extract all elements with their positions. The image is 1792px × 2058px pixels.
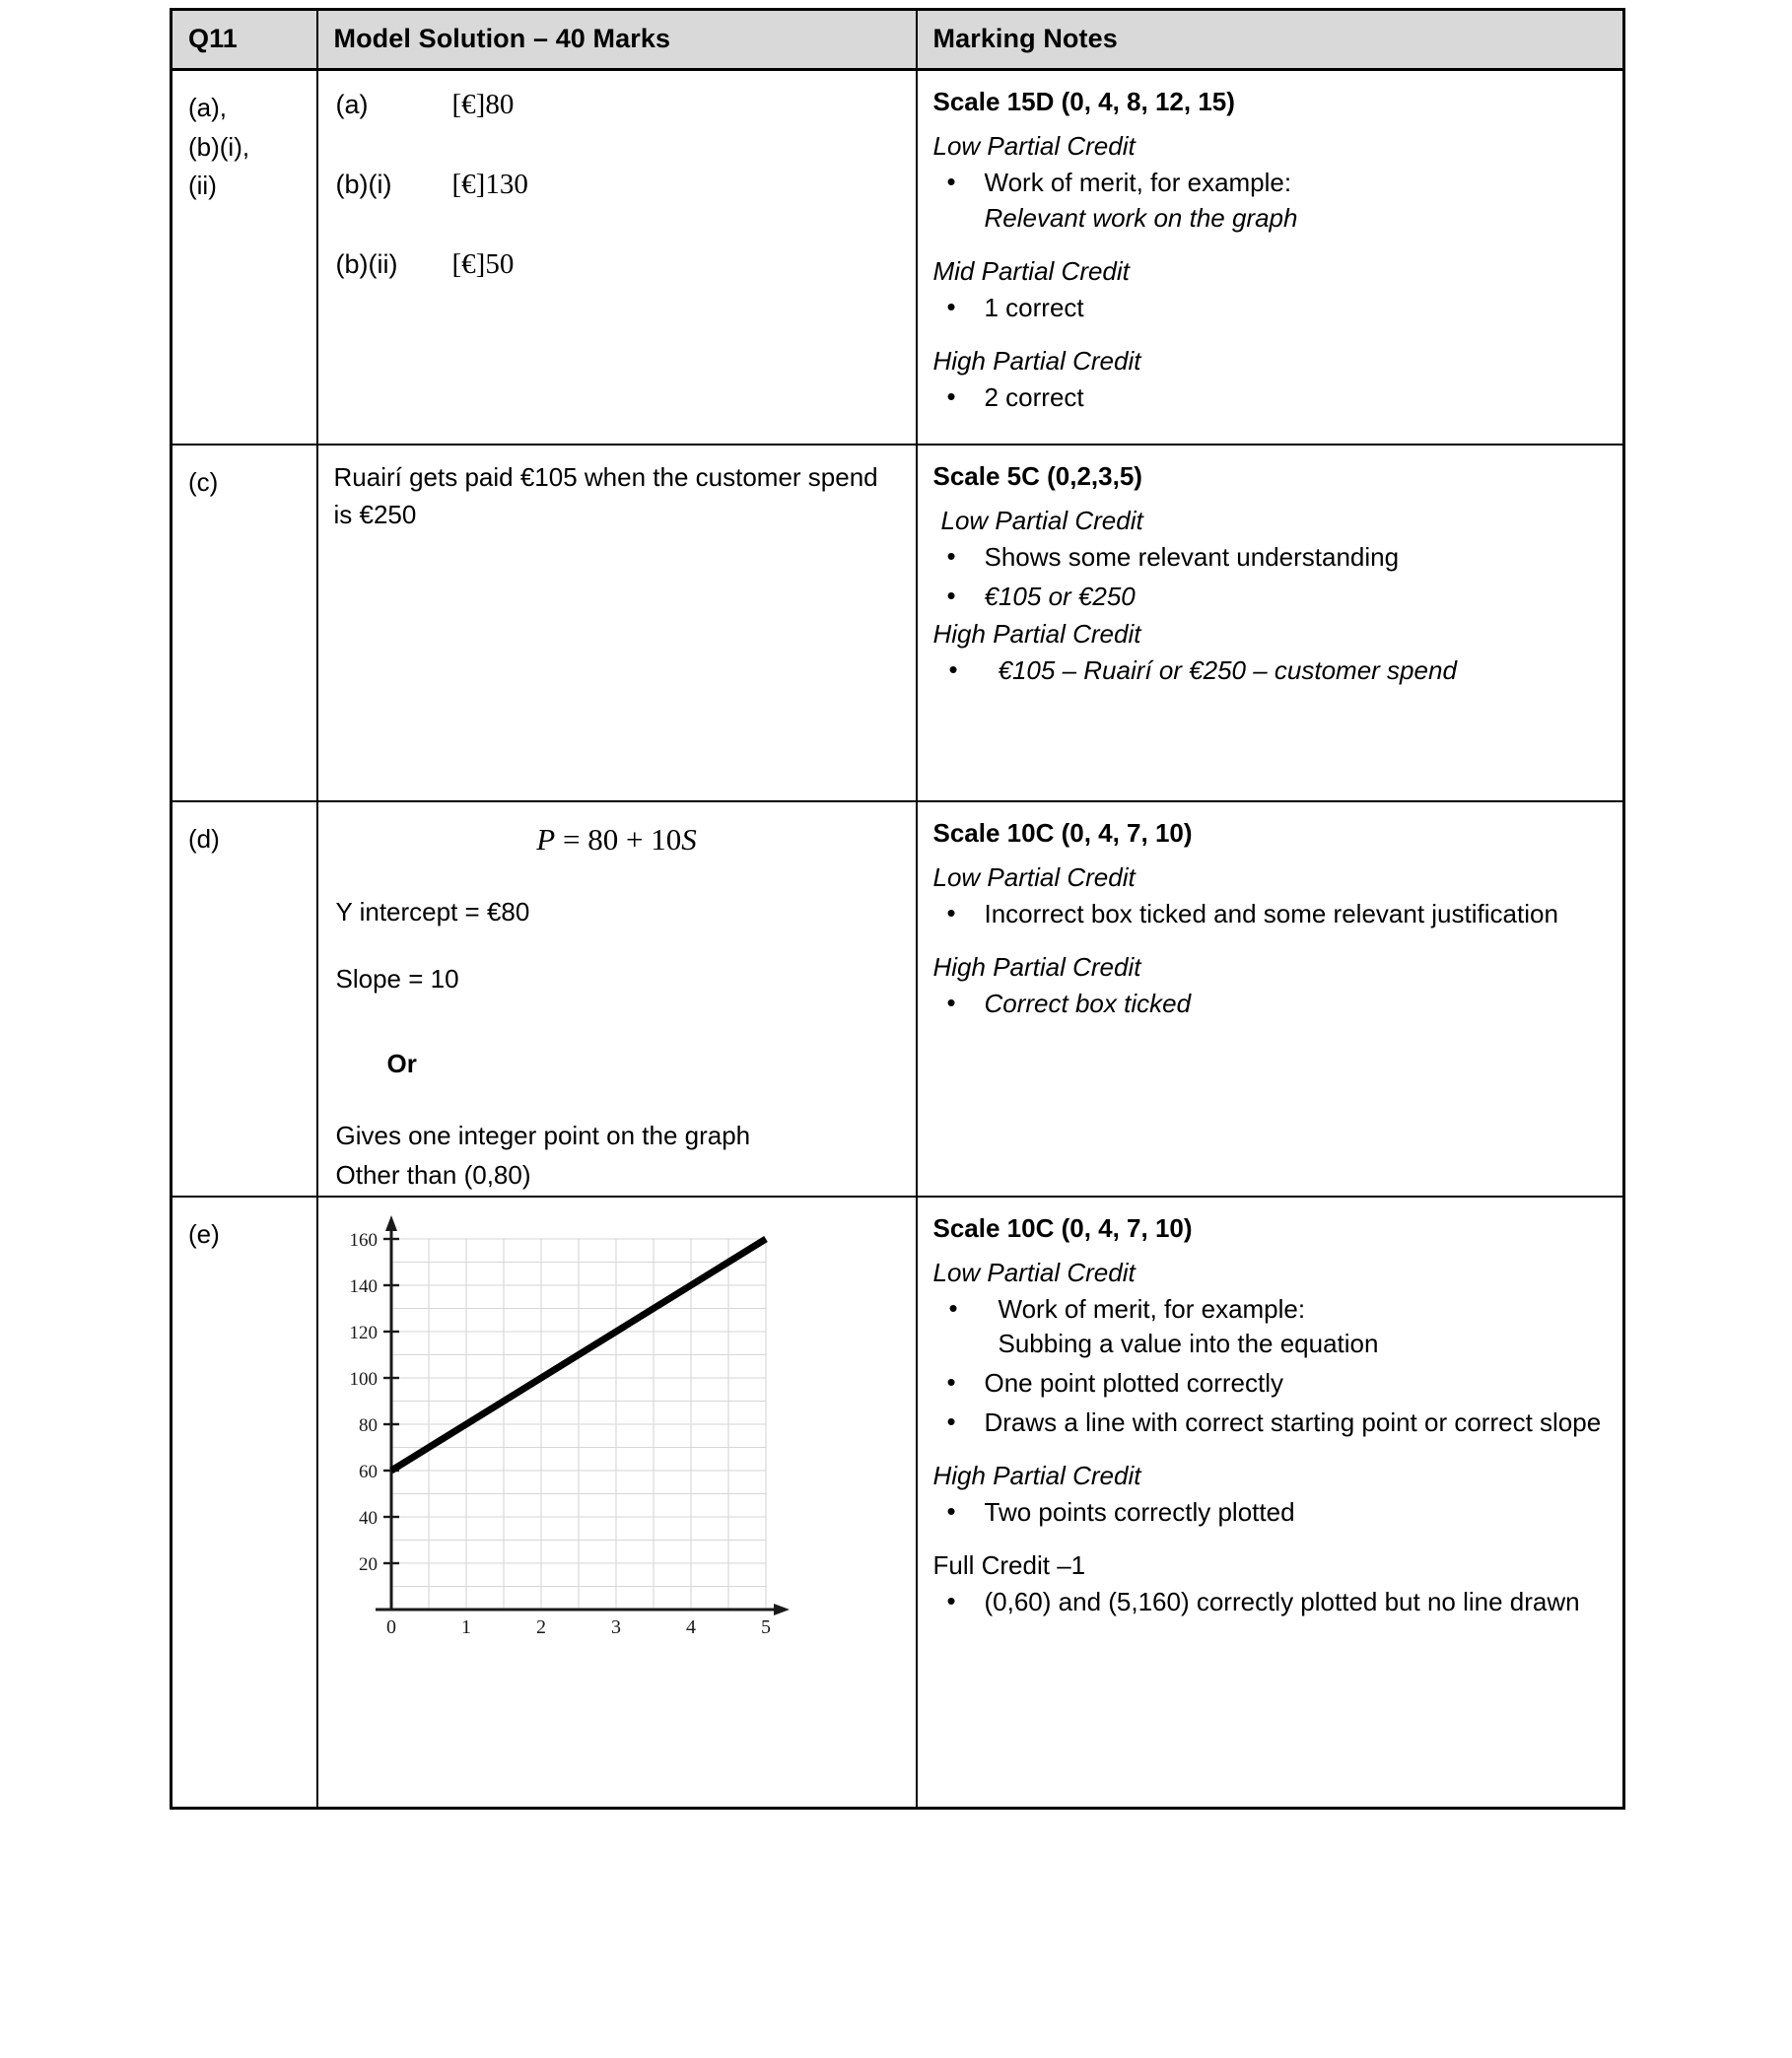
list-item [933, 380, 1610, 416]
axes [376, 1215, 790, 1615]
list-item [933, 166, 1610, 237]
part-labels-ab [172, 71, 316, 216]
bullet-list [933, 1495, 1610, 1531]
bullet-list [933, 897, 1610, 932]
bullet-text: Draws a line with correct starting point or correct slope [984, 1407, 1602, 1438]
answer-key: (a) [335, 90, 369, 119]
list-item [933, 1585, 1610, 1620]
list-item [933, 291, 1610, 326]
x-tick-label: 4 [685, 1615, 696, 1635]
x-tick-label: 5 [760, 1615, 771, 1635]
credit-heading: Low Partial Credit [932, 862, 1136, 892]
answer-line [336, 171, 902, 199]
bullet-list [933, 1585, 1610, 1620]
solution-cell-ab [317, 70, 917, 446]
solution-text-c: Ruairí gets paid €105 when the customer spend is €250 [333, 462, 878, 529]
table-row-c [172, 445, 1624, 801]
x-tick-label: 1 [460, 1615, 471, 1635]
marking-notes-e [918, 1198, 1623, 1636]
answer-line [336, 91, 902, 119]
list-item [933, 653, 1610, 689]
bullet-text: One point plotted correctly [984, 1368, 1283, 1399]
equation-display [318, 802, 916, 858]
bullet-text: Shows some relevant understanding [984, 542, 1400, 572]
line-graph [334, 1211, 797, 1635]
table-header-row [172, 10, 1624, 70]
bullet-text: Incorrect box ticked and some relevant justification [984, 899, 1558, 928]
bullet-text: Work of merit, for example: [998, 1293, 1306, 1324]
notes-cell-d [917, 801, 1624, 1197]
marking-notes-d [918, 802, 1623, 1038]
credit-heading: High Partial Credit [932, 618, 1141, 649]
y-tick-label: 20 [358, 1553, 378, 1575]
part-label: (b)(i), [188, 131, 250, 162]
credit-heading: Mid Partial Credit [932, 255, 1130, 286]
answer-key: (b)(i) [335, 170, 392, 199]
list-item [933, 1292, 1610, 1363]
credit-heading: High Partial Credit [932, 345, 1141, 376]
bullet-list [933, 291, 1610, 326]
marking-scheme-table [170, 8, 1625, 1810]
bullet-text: €105 or €250 [984, 581, 1136, 611]
credit-heading: Low Partial Credit [940, 506, 1143, 535]
credit-heading: High Partial Credit [932, 1461, 1141, 1491]
marking-notes-ab [918, 71, 1623, 432]
equation-rhs-number: 80 + 10 [587, 822, 682, 857]
list-item [933, 1406, 1610, 1441]
header-question-label: Q11 [188, 24, 238, 53]
part-label: (e) [188, 1218, 220, 1249]
y-tick-label: 100 [349, 1368, 378, 1390]
x-tick-label: 2 [535, 1615, 546, 1635]
slope-line: Slope = 10 [335, 964, 459, 994]
scale-label: Scale 10C (0, 4, 7, 10) [932, 818, 1193, 848]
y-axis-tick-labels [349, 1230, 378, 1575]
part-labels-d [172, 802, 316, 869]
bullet-text: 2 correct [984, 381, 1084, 412]
header-marking-notes-label: Marking Notes [932, 24, 1118, 53]
credit-heading: Low Partial Credit [932, 1257, 1136, 1287]
equation-lhs: P [536, 822, 556, 857]
y-tick-label: 40 [358, 1507, 378, 1529]
grid-lines [391, 1239, 766, 1610]
part-cell-c [172, 445, 317, 801]
notes-cell-ab [917, 70, 1624, 446]
list-item [933, 1366, 1610, 1402]
bullet-subtext: Subbing a value into the equation [998, 1329, 1379, 1359]
bullet-text: Work of merit, for example: [984, 168, 1292, 197]
list-item [933, 1495, 1610, 1531]
graph-container [318, 1198, 916, 1635]
bullet-text: Correct box ticked [984, 988, 1192, 1018]
x-tick-label: 3 [610, 1615, 621, 1635]
equation-rhs-variable: S [681, 822, 697, 857]
bullet-list [933, 1292, 1610, 1442]
bullet-text: €105 – Ruairí or €250 – customer spend [998, 654, 1457, 685]
marking-notes-c [918, 446, 1623, 705]
list-item [933, 897, 1610, 932]
y-intercept-line: Y intercept = €80 [335, 897, 530, 926]
part-label: (a), [188, 93, 227, 122]
solution-cell-c [317, 445, 917, 801]
table-row-e [172, 1197, 1624, 1809]
scale-label: Scale 15D (0, 4, 8, 12, 15) [932, 87, 1235, 116]
bullet-text: 1 correct [984, 292, 1084, 322]
credit-heading: High Partial Credit [932, 951, 1141, 982]
header-cell-marking-notes [917, 10, 1624, 70]
alt-line: Gives one integer point on the graph [335, 1121, 751, 1150]
bullet-text: (0,60) and (5,160) correctly plotted but no line drawn [984, 1586, 1580, 1616]
part-label: (c) [188, 467, 219, 497]
credit-heading: Full Credit –1 [932, 1549, 1086, 1580]
part-labels-c [172, 446, 316, 513]
answer-value: [€]130 [451, 169, 528, 200]
or-label: Or [386, 1049, 417, 1078]
bullet-list [933, 380, 1610, 416]
scale-label: Scale 5C (0,2,3,5) [932, 461, 1142, 491]
solution-body-d [318, 899, 916, 1196]
y-tick-label: 160 [349, 1229, 378, 1251]
header-cell-question [172, 10, 317, 70]
y-axis-arrow [385, 1215, 397, 1231]
bullet-list [933, 540, 1610, 615]
part-cell-d [172, 801, 317, 1197]
answers-list [318, 71, 916, 289]
part-labels-e [172, 1198, 316, 1265]
bullet-list [933, 166, 1610, 237]
scale-label: Scale 10C (0, 4, 7, 10) [932, 1212, 1193, 1243]
part-label: (ii) [188, 171, 217, 201]
table-row-d [172, 801, 1624, 1197]
notes-cell-c [917, 445, 1624, 801]
y-tick-label: 140 [349, 1275, 378, 1297]
alternative-solution-d [336, 1116, 902, 1196]
y-tick-label: 120 [349, 1322, 378, 1343]
bullet-list [933, 653, 1610, 689]
part-cell-ab [172, 70, 317, 446]
y-tick-label: 60 [358, 1461, 378, 1482]
answer-value: [€]80 [451, 89, 515, 120]
bullet-text: Two points correctly plotted [984, 1497, 1295, 1528]
equation-equals: = [555, 822, 588, 857]
bullet-subtext: Relevant work on the graph [984, 202, 1298, 233]
part-cell-e [172, 1197, 317, 1809]
alt-line: Other than (0,80) [335, 1160, 531, 1191]
solution-cell-d [317, 801, 917, 1197]
list-item [933, 540, 1610, 576]
answer-value: [€]50 [451, 248, 515, 280]
part-label: (d) [188, 824, 220, 854]
answer-key: (b)(ii) [335, 249, 398, 279]
bullet-list [933, 987, 1610, 1022]
table-row-ab [172, 70, 1624, 446]
credit-heading: Low Partial Credit [932, 131, 1136, 161]
list-item [933, 580, 1610, 615]
answer-line [336, 250, 902, 279]
header-cell-model-solution [317, 10, 917, 70]
x-axis-arrow [774, 1604, 790, 1615]
list-item [933, 987, 1610, 1022]
solution-cell-e [317, 1197, 917, 1809]
x-tick-label: 0 [385, 1615, 396, 1635]
x-axis-tick-labels [386, 1616, 771, 1635]
notes-cell-e [917, 1197, 1624, 1809]
header-model-solution-label: Model Solution – 40 Marks [333, 24, 671, 53]
y-tick-label: 80 [358, 1414, 378, 1436]
